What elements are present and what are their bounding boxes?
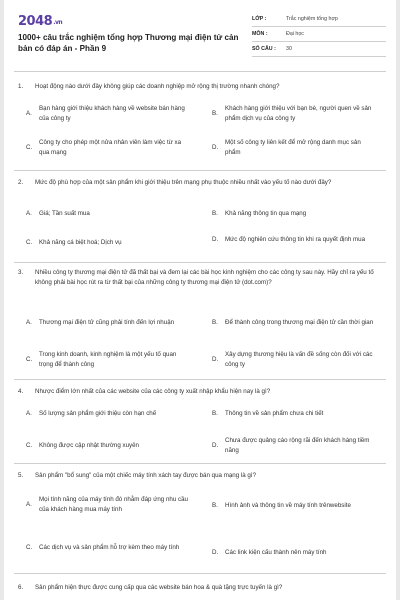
document-page — [4, 0, 396, 600]
question-2-option-b[interactable] — [212, 209, 380, 219]
option-text: Công ty cho phép một nửa nhân viên làm việc từ xa qua mạng — [39, 139, 182, 156]
option-text: Một số công ty liên kết để mở rộng danh mục sản phẩm — [225, 139, 361, 156]
question-1-option-d[interactable] — [212, 138, 375, 157]
option-key: A. — [26, 210, 32, 217]
question-divider — [14, 262, 386, 263]
meta-value: Đại học — [286, 31, 304, 37]
option-key: A. — [26, 500, 32, 508]
option-key: D. — [212, 549, 219, 556]
meta-row-subject — [252, 27, 386, 42]
option-key: D. — [212, 143, 219, 151]
question-divider — [14, 379, 386, 380]
meta-key: LỚP : — [252, 16, 267, 22]
question-text: Sản phẩm hiện thực được cung cấp qua các website bán hoa & quà tặng trực tuyến là gì? — [35, 584, 283, 591]
question-6 — [18, 583, 386, 593]
option-key: C. — [26, 239, 33, 246]
meta-row-class — [252, 12, 386, 27]
question-4-option-b[interactable] — [212, 409, 385, 419]
question-text: Mức độ phù hợp của một sản phẩm khi giới thiệu trên mạng phụ thuộc nhiều nhất vào yếu tố nào dưới đây? — [35, 179, 332, 186]
question-1-option-c[interactable] — [26, 138, 189, 157]
option-key: D. — [212, 441, 219, 449]
option-text: Mức độ nghiên cứu thông tin khi ra quyết định mua — [225, 236, 366, 243]
question-divider — [14, 170, 386, 171]
option-text: Trong kinh doanh, kinh nghiệm là một yếu tố quan trọng để thành công — [39, 351, 177, 368]
question-5-option-d[interactable] — [212, 548, 385, 558]
question-2-option-d[interactable] — [212, 235, 375, 245]
option-text: Bạn hàng giới thiệu khách hàng về website bán hàng của công ty — [39, 105, 185, 122]
question-text: Hoạt động nào dưới đây không giúp các doanh nghiệp mở rộng thị trường nhanh chóng? — [35, 83, 280, 90]
option-text: Mọi tính năng của máy tính đó nhằm đáp ứng nhu cầu của khách hàng mua máy tính — [39, 496, 188, 513]
question-text: Nhiều công ty thương mại điện tử đã thất bại và đem lại các bài học kinh nghiệm cho các công ty sau này. Hãy chỉ ra yếu tố không phải bài học rút ra từ thất bại của những công ty thương mại điện tử (dot.com)? — [35, 269, 374, 286]
question-3-option-d[interactable] — [212, 350, 375, 369]
document-header — [4, 0, 396, 72]
option-key: D. — [212, 355, 219, 363]
option-text: Để thành công trong thương mại điện tử cần thời gian — [225, 319, 374, 326]
question-4-option-c[interactable] — [26, 441, 199, 451]
logo-suffix: .vn — [53, 19, 63, 26]
option-key: A. — [26, 109, 32, 117]
logo-text: 2048 — [18, 14, 53, 29]
question-3-option-a[interactable] — [26, 318, 189, 328]
question-2 — [18, 178, 386, 188]
question-number: 2. — [18, 179, 24, 186]
question-1-option-a[interactable] — [26, 104, 189, 123]
question-3-option-c[interactable] — [26, 350, 189, 369]
question-4 — [18, 387, 386, 397]
option-key: C. — [26, 143, 33, 151]
option-text: Thông tin về sản phẩm chưa chi tiết — [225, 410, 324, 417]
option-key: B. — [212, 502, 218, 509]
question-4-option-a[interactable] — [26, 409, 199, 419]
option-text: Thương mại điện tử cũng phải tính đến lợi nhuận — [39, 319, 175, 326]
option-key: B. — [212, 410, 218, 417]
question-5-option-a[interactable] — [26, 495, 189, 514]
question-number: 3. — [18, 269, 24, 276]
site-logo[interactable] — [18, 14, 62, 29]
option-text: Các dịch vụ và sản phẩm hỗ trợ kèm theo máy tính — [39, 544, 180, 551]
question-1 — [18, 82, 386, 92]
question-1-option-b[interactable] — [212, 104, 380, 123]
question-3 — [18, 268, 386, 287]
document-meta — [252, 12, 386, 57]
question-number: 1. — [18, 83, 24, 90]
option-key: B. — [212, 210, 218, 217]
option-text: Xây dựng thương hiệu là vấn đề sống còn đối với các công ty — [225, 351, 373, 368]
meta-key: MÔN : — [252, 31, 268, 37]
question-number: 5. — [18, 472, 24, 479]
option-text: Giá; Tần suất mua — [39, 210, 90, 217]
meta-key: SỐ CÂU : — [252, 46, 276, 52]
question-5-option-c[interactable] — [26, 543, 189, 553]
meta-value: Trắc nghiệm tổng hợp — [286, 16, 338, 22]
option-key: B. — [212, 319, 218, 326]
question-2-option-c[interactable] — [26, 238, 189, 248]
question-5-option-b[interactable] — [212, 501, 365, 511]
option-key: C. — [26, 544, 33, 551]
question-divider — [14, 463, 386, 464]
option-key: C. — [26, 442, 33, 449]
question-text: Sản phẩm "bổ sung" của một chiếc máy tính xách tay được bán qua mạng là gì? — [35, 472, 257, 479]
option-text: Khả năng cá biệt hoá; Dịch vụ — [39, 239, 122, 246]
question-number: 4. — [18, 388, 24, 395]
question-2-option-a[interactable] — [26, 209, 189, 219]
option-key: A. — [26, 319, 32, 326]
meta-value: 30 — [286, 46, 292, 52]
meta-row-count — [252, 42, 386, 57]
option-text: Các link kiện cấu thành nên máy tính — [225, 549, 327, 556]
option-text: Chưa được quảng cáo rộng rãi đến khách hàng tiềm năng — [225, 437, 370, 454]
option-text: Khả năng thông tin qua mạng — [225, 210, 307, 217]
question-number: 6. — [18, 584, 24, 591]
option-key: C. — [26, 355, 33, 363]
option-key: B. — [212, 109, 218, 117]
question-4-option-d[interactable] — [212, 436, 375, 455]
document-title: 1000+ câu trắc nghiệm tổng hợp Thương mại điện tử cản bản có đáp án - Phần 9 — [18, 33, 239, 53]
question-5 — [18, 471, 386, 481]
option-key: A. — [26, 410, 32, 417]
question-text: Nhược điểm lớn nhất của các website của các công ty xuất nhập khẩu hiện nay là gì? — [35, 388, 271, 395]
question-divider — [14, 573, 386, 574]
header-divider — [14, 71, 386, 72]
option-text: Số lượng sản phẩm giới thiệu còn hạn chế — [39, 410, 157, 417]
option-text: Hình ảnh và thông tin về máy tính trênwebsite — [225, 502, 351, 509]
question-3-option-b[interactable] — [212, 318, 380, 328]
option-text: Không được cập nhật thường xuyên — [39, 442, 139, 449]
option-text: Khách hàng giới thiệu với bạn bè, người quen về sản phẩm dịch vụ của công ty — [225, 105, 372, 122]
option-key: D. — [212, 236, 219, 243]
